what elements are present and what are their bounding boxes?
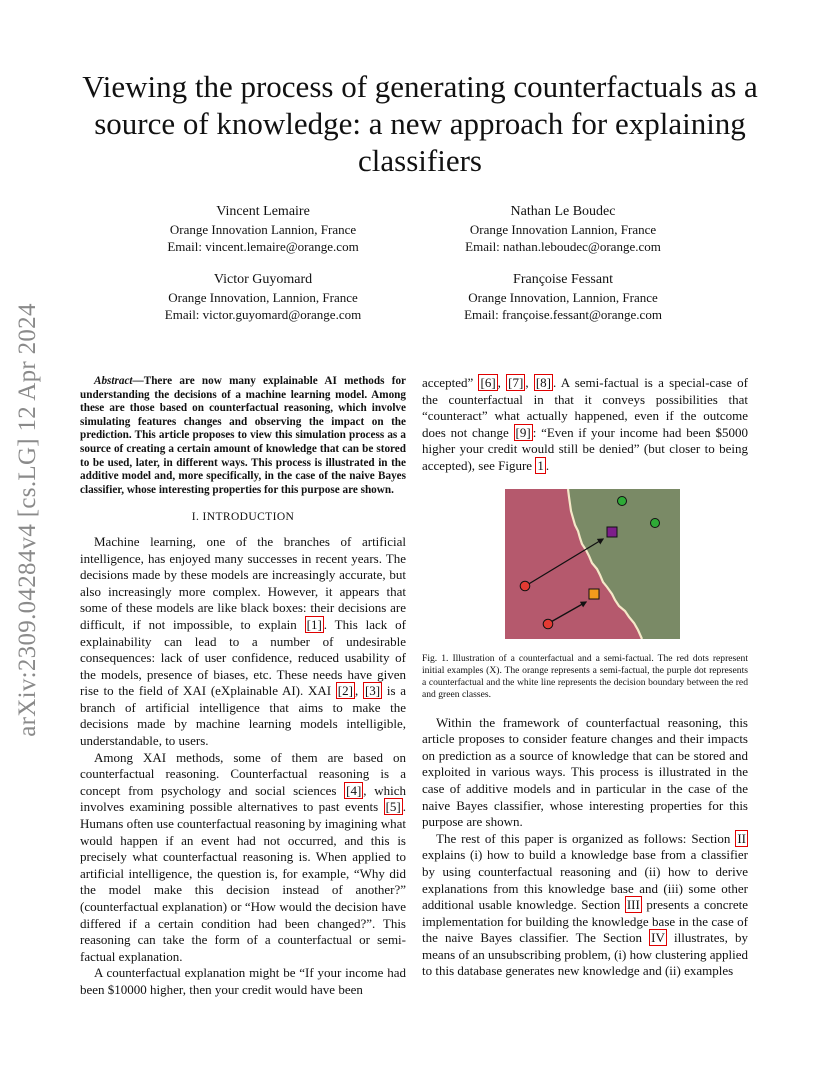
text-run: Within the framework of counterfactual reasoning, this article proposes to consider feature changes and their impacts on prediction as a source of knowledge that can be stored and exploited in various ways. This process is illustrated in the case of additive models and in particular in the case of the naive Bayes classifier, whose interesting properties for this purpose are shown. [422, 714, 748, 830]
text-run: , [497, 375, 507, 390]
text-run: , [525, 375, 534, 390]
citation-link[interactable]: [6] [480, 375, 496, 390]
red-dot [543, 619, 553, 629]
citation-link[interactable]: [4] [346, 782, 362, 798]
section-link[interactable]: III [626, 897, 640, 913]
author-email: Email: victor.guyomard@orange.com [164, 307, 362, 322]
text-run: The rest of this paper is organized as follows: Section [436, 830, 736, 846]
text-run: , which involves examining possible alternatives to past events [80, 782, 406, 815]
citation-link[interactable]: [1] [306, 616, 322, 632]
text-run: presents a concrete implementation for building the knowledge base in the case of the naive Bayes classifier. The Section [422, 897, 749, 946]
citation-link[interactable]: [8] [535, 375, 551, 390]
arxiv-identifier: arXiv:2309.04284v4 [cs.LG] 12 Apr 2024 [14, 303, 42, 737]
author-name: Nathan Le Boudec [510, 204, 616, 219]
figure-caption: Fig. 1. Illustration of a counterfactual and a semi-factual. The red dots represent initial examples (X). The orange represents a semi-factual, the purple dot represents a counterfactual and the white line represents the decision boundary between the red and green classes. [422, 652, 748, 700]
text-run: A counterfactual explanation might be “If your income had been $10000 higher, then your credit would have been [80, 965, 406, 997]
author-affiliation: Orange Innovation Lannion, France [169, 222, 357, 237]
text-run: : “Even if your income had been $5000 higher your credit would still be denied” (but closer to being accepted), see Figure [422, 424, 748, 473]
text-run: Among XAI methods, some of them are based on counterfactual reasoning. Counterfactual reasoning is a concept from psychology and social sciences [80, 749, 406, 798]
text-run: explains (i) how to build a knowledge base from a classifier by using counterfactual reasoning and (ii) how to derive explanations from this knowledge base and (iii) some other additional usable knowledge. Section [422, 847, 748, 913]
abstract-lead: Abstract [94, 375, 133, 387]
author-affiliation: Orange Innovation, Lannion, France [168, 290, 358, 305]
right-column [422, 375, 748, 980]
author-affiliation: Orange Innovation Lannion, France [469, 222, 657, 237]
author-block [113, 271, 413, 323]
paragraph [422, 715, 748, 831]
paragraph [422, 375, 748, 475]
author-email: Email: vincent.lemaire@orange.com [167, 239, 359, 254]
author-affiliation: Orange Innovation, Lannion, France [468, 290, 658, 305]
author-block [413, 203, 713, 255]
section-heading: I. INTRODUCTION [191, 511, 295, 524]
paragraph [80, 750, 406, 966]
counterfactual-square [607, 527, 617, 537]
paragraph [80, 534, 406, 750]
figure-link[interactable]: 1 [537, 457, 544, 473]
author-email: Email: nathan.leboudec@orange.com [465, 239, 661, 254]
paragraph [422, 831, 748, 980]
citation-link[interactable]: [5] [385, 799, 401, 815]
section-link[interactable]: II [737, 830, 746, 846]
abstract [80, 375, 406, 497]
abstract-text: —There are now many explainable AI methods for understanding the decisions of a machine learning model. Among these are those based on counterfactual reasoning, which involve simulating features changes and observing the impact on the prediction. This article proposes to view this simulation process as a source of creating a certain amount of knowledge that can be stored to be used, later, in different ways. This process is illustrated in the additive model and, more specifically, in the case of the naive Bayes classifier, whose interesting properties for this purpose are shown. [80, 375, 406, 496]
section-link[interactable]: IV [651, 930, 665, 946]
red-dot [520, 581, 530, 591]
green-dot [618, 496, 627, 505]
citation-link[interactable]: [2] [337, 683, 353, 699]
text-run: accepted” [422, 375, 479, 390]
author-block [113, 203, 413, 255]
author-name: Victor Guyomard [213, 272, 313, 287]
text-run: illustrates, by means of an unsubscribing problem, (i) how clustering applied to this database generates new knowledge and (ii) examples [422, 930, 749, 979]
text-run: . Humans often use counterfactual reasoning by imagining what would happen if an event had not occurred, and this is precisely what counterfactual reasoning is. When applied to artificial intelligence, the question is, for example, “Why did the model make this decision instead of another?” (counterfactual explanation) or “How would the decision have differed if a certain condition had been changed?”. This reasoning can take the form of a counterfactual or semi-factual explanation. [80, 799, 406, 964]
text-run: is a branch of artificial intelligence that aims to make the decisions made by machine learning models intelligible, understandable, to users. [80, 683, 406, 749]
left-column [80, 375, 406, 999]
semifactual-square [589, 589, 599, 599]
paragraph [80, 965, 406, 998]
author-name: Françoise Fessant [513, 272, 613, 287]
text-run: Machine learning, one of the branches of artificial intelligence, has enjoyed many successes in recent years. The decisions made by these models are increasingly accurate, but also increasingly more complex. However, it appears that some of these models are like black boxes: their decisions are difficult, if not impossible, to explain [80, 533, 406, 632]
author-name: Vincent Lemaire [216, 204, 310, 219]
text-run: . This lack of explainability can lead to a number of undesirable consequences: lack of user confidence, reduced usability of the models, presence of biases, etc. These needs have given rise to the field of XAI (eXplainable AI). XAI [80, 616, 407, 699]
citation-link[interactable]: [3] [364, 683, 381, 699]
paper-title: Viewing the process of generating counterfactuals as a source of knowledge: a new approach for explaining classifiers [82, 69, 758, 178]
text-run: . A semi-factual is a special-case of the counterfactual in that it conveys possibilities that “counteract” what actually happened, even if the outcome does not change [422, 375, 748, 440]
citation-link[interactable]: [9] [515, 424, 531, 440]
author-email: Email: françoise.fessant@orange.com [464, 307, 662, 322]
citation-link[interactable]: [7] [508, 375, 524, 390]
counterfactual-illustration [505, 489, 680, 639]
text-run: , [354, 683, 363, 699]
green-dot [651, 518, 660, 527]
text-run: . [545, 457, 550, 473]
arxiv-sidebar [8, 280, 48, 760]
figure-1 [505, 489, 680, 639]
author-block [413, 271, 713, 323]
